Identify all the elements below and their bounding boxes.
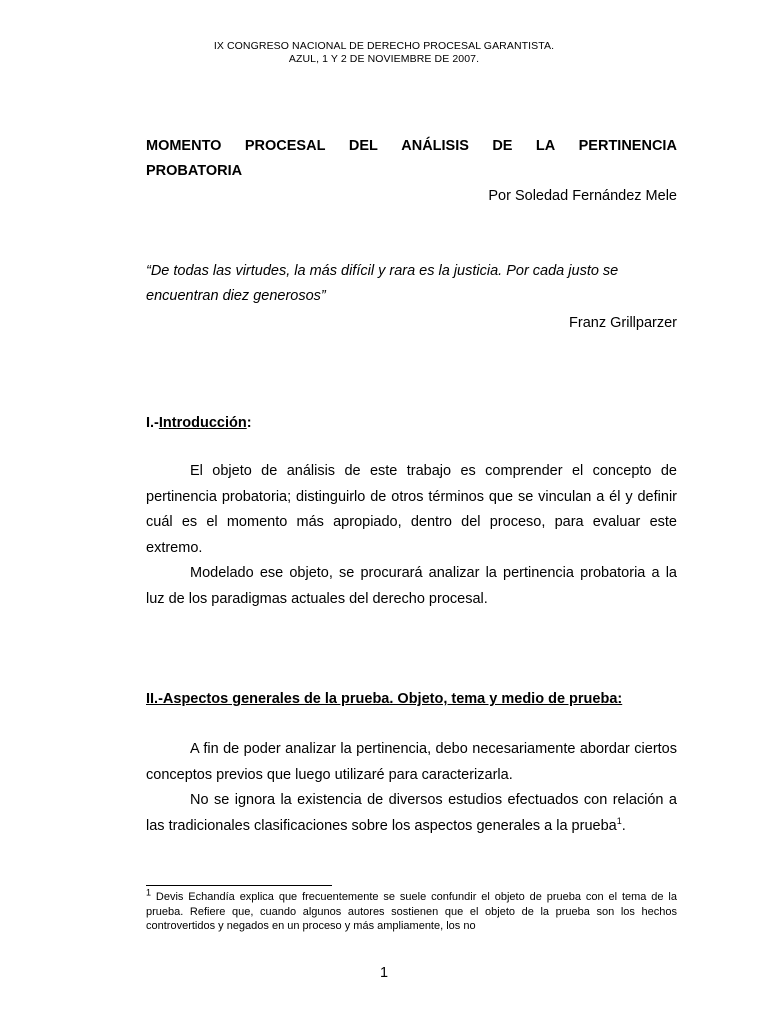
section-2-heading: II.-Aspectos generales de la prueba. Objeto, tema y medio de prueba: [146, 691, 623, 707]
paragraph [146, 788, 677, 839]
footnote-number: 1 [146, 887, 152, 898]
footnote-reference[interactable]: 1 [616, 815, 622, 826]
title-word: LA [535, 138, 556, 154]
title-line-1 [146, 134, 677, 159]
epigraph-quote: “De todas las virtudes, la más difícil y rara es la justicia. Por cada justo se encuentran diez generosos” [146, 263, 619, 304]
title-word: PERTINENCIA [578, 138, 677, 154]
title-word: PROCESAL [244, 138, 326, 154]
page-number: 1 [379, 965, 389, 981]
congress-header [0, 40, 768, 66]
paragraph: A fin de poder analizar la pertinencia, debo necesariamente abordar ciertos conceptos previos que luego utilizaré para caracterizarla. [146, 741, 677, 783]
author-byline: Por Soledad Fernández Mele [488, 188, 677, 204]
section-1-body [146, 459, 677, 613]
footnote-separator [146, 885, 332, 886]
paragraph: Modelado ese objeto, se procurará analizar la pertinencia probatoria a la luz de los paradigmas actuales del derecho procesal. [146, 565, 677, 607]
section-1-prefix: I.- [146, 415, 159, 431]
title-word: DE [492, 138, 513, 154]
section-2-body [146, 737, 677, 839]
footnote-text: Devis Echandía explica que frecuentemente se suele confundir el objeto de prueba con el tema de la prueba. Refiere que, cuando algunos autores sostienen que el objeto de la prueba son los hechos controvertidos y negados en un proceso y más ampliamente, los no [146, 891, 677, 933]
section-1-heading [146, 411, 677, 436]
title-line-2: PROBATORIA [146, 163, 243, 179]
title-word: MOMENTO [146, 138, 222, 154]
footnote-1 [146, 887, 677, 934]
paragraph-text: No se ignora la existencia de diversos estudios efectuados con relación a las tradicionales clasificaciones sobre los aspectos generales a la prueba [146, 792, 677, 834]
paper-title [146, 134, 677, 184]
title-word: DEL [348, 138, 378, 154]
paragraph-end: . [621, 817, 626, 834]
section-1-title: Introducción [158, 415, 247, 431]
title-word: ANÁLISIS [401, 138, 469, 154]
header-line-2: AZUL, 1 Y 2 DE NOVIEMBRE DE 2007. [288, 53, 480, 65]
header-line-1: IX CONGRESO NACIONAL DE DERECHO PROCESAL GARANTISTA. [213, 40, 555, 52]
paragraph: El objeto de análisis de este trabajo es comprender el concepto de pertinencia probatoria; distinguirlo de otros términos que se vinculan a él y definir cuál es el momento más apropiado, dentro del proceso, para evaluar este extremo. [146, 463, 677, 556]
epigraph-attribution: Franz Grillparzer [569, 315, 677, 331]
section-1-suffix: : [246, 415, 252, 431]
